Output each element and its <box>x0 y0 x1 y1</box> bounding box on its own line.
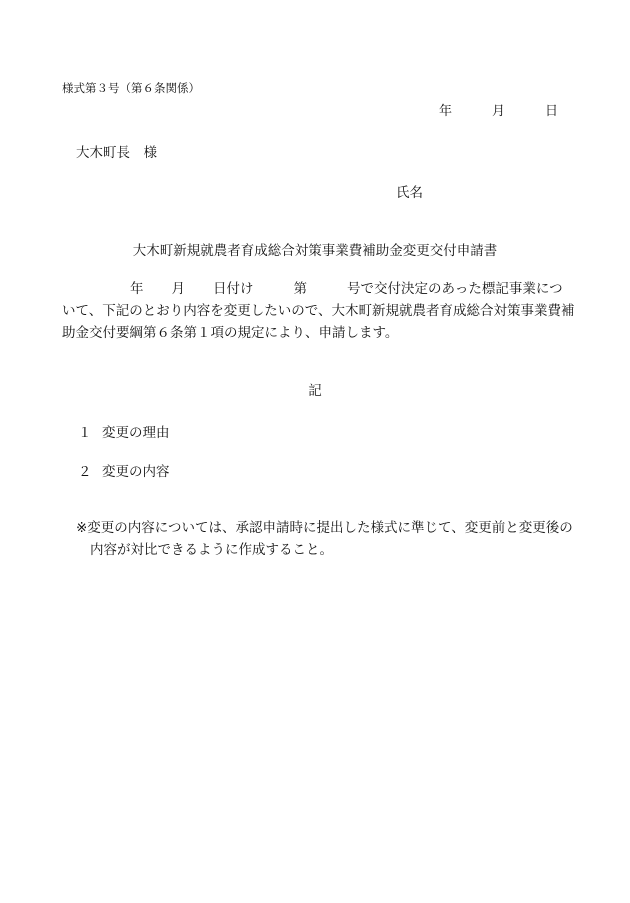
note-line-2: 内容が対比できるように作成すること。 <box>90 542 333 558</box>
item-label: 変更の理由 <box>102 425 170 441</box>
item-number: １ <box>78 425 92 441</box>
item-content <box>78 460 170 480</box>
ki-heading: 記 <box>308 383 322 399</box>
body-number-prefix: 第 <box>293 281 307 297</box>
item-reason <box>78 421 170 441</box>
body-month-label: 月 <box>171 281 185 297</box>
body-line-1-rest: 号で交付決定のあった標記事業につ <box>347 281 563 297</box>
item-number: ２ <box>78 464 92 480</box>
body-year-label: 年 <box>130 281 144 297</box>
item-label: 変更の内容 <box>102 464 170 480</box>
form-number: 様式第３号（第６条関係） <box>62 81 200 95</box>
date-line <box>439 100 558 119</box>
body-line-3: 助金交付要綱第６条第１項の規定により、申請します。 <box>62 325 399 341</box>
body-line-2: いて、下記のとおり内容を変更したいので、大木町新規就農者育成総合対策事業費補 <box>62 303 575 319</box>
body-day-label: 日付け <box>213 281 254 297</box>
document-title: 大木町新規就農者育成総合対策事業費補助金変更交付申請書 <box>132 243 498 259</box>
applicant-name-label: 氏名 <box>396 185 423 201</box>
note-line-1: ※変更の内容については、承認申請時に提出した様式に準じて、変更前と変更後の <box>76 520 573 536</box>
date-year-label: 年 <box>438 104 452 119</box>
addressee: 大木町長 様 <box>76 145 157 161</box>
body-line-1 <box>62 278 582 300</box>
date-month-label: 月 <box>491 104 505 119</box>
note <box>76 517 573 561</box>
application-body <box>62 278 582 344</box>
date-day-label: 日 <box>544 104 558 119</box>
